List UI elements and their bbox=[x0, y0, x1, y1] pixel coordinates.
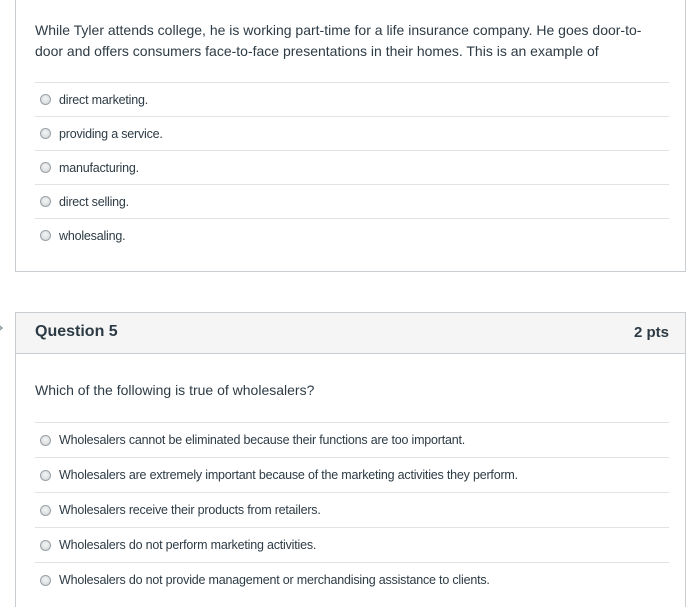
radio-button-icon[interactable] bbox=[40, 575, 51, 586]
answer-option[interactable] bbox=[35, 492, 669, 527]
question-4-text: While Tyler attends college, he is working part-time for a life insurance company. He goes door-to-door and offers consumers face-to-face presentations in their homes. This is an example of bbox=[35, 22, 642, 59]
answer-option[interactable] bbox=[35, 457, 669, 492]
radio-button-icon[interactable] bbox=[40, 162, 51, 173]
answer-label: Wholesalers receive their products from retailers. bbox=[59, 503, 321, 517]
radio-button-icon[interactable] bbox=[40, 505, 51, 516]
answer-label: direct marketing. bbox=[59, 92, 148, 107]
answer-label: Wholesalers cannot be eliminated because their functions are too important. bbox=[59, 433, 466, 447]
answer-option[interactable] bbox=[35, 218, 669, 252]
answer-option[interactable] bbox=[35, 422, 669, 457]
answer-label: Wholesalers do not perform marketing activities. bbox=[59, 538, 317, 552]
question-4-answers bbox=[35, 82, 669, 252]
answer-label: direct selling. bbox=[59, 194, 129, 209]
answer-label: Wholesalers do not provide management or merchandising assistance to clients. bbox=[59, 573, 490, 587]
answer-option[interactable] bbox=[35, 82, 669, 116]
question-5-text: Which of the following is true of wholesalers? bbox=[35, 382, 315, 398]
question-4-card bbox=[15, 0, 686, 272]
question-title: Question 5 bbox=[35, 323, 118, 340]
question-5-answers bbox=[35, 422, 669, 597]
radio-button-icon[interactable] bbox=[40, 94, 51, 105]
question-points: 2 pts bbox=[633, 324, 669, 341]
radio-button-icon[interactable] bbox=[40, 435, 51, 446]
answer-label: manufacturing. bbox=[59, 160, 139, 175]
answer-option[interactable] bbox=[35, 184, 669, 218]
answer-option[interactable] bbox=[35, 150, 669, 184]
answer-option[interactable] bbox=[35, 562, 669, 597]
answer-option[interactable] bbox=[35, 527, 669, 562]
chevron-right-icon[interactable] bbox=[0, 322, 6, 334]
radio-button-icon[interactable] bbox=[40, 196, 51, 207]
question-header bbox=[16, 313, 685, 354]
answer-option[interactable] bbox=[35, 116, 669, 150]
answer-label: providing a service. bbox=[59, 126, 163, 141]
answer-label: Wholesalers are extremely important because of the marketing activities they perform. bbox=[59, 468, 518, 482]
question-5-card bbox=[15, 312, 686, 607]
radio-button-icon[interactable] bbox=[40, 128, 51, 139]
radio-button-icon[interactable] bbox=[40, 470, 51, 481]
radio-button-icon[interactable] bbox=[40, 230, 51, 241]
radio-button-icon[interactable] bbox=[40, 540, 51, 551]
answer-label: wholesaling. bbox=[59, 228, 126, 243]
